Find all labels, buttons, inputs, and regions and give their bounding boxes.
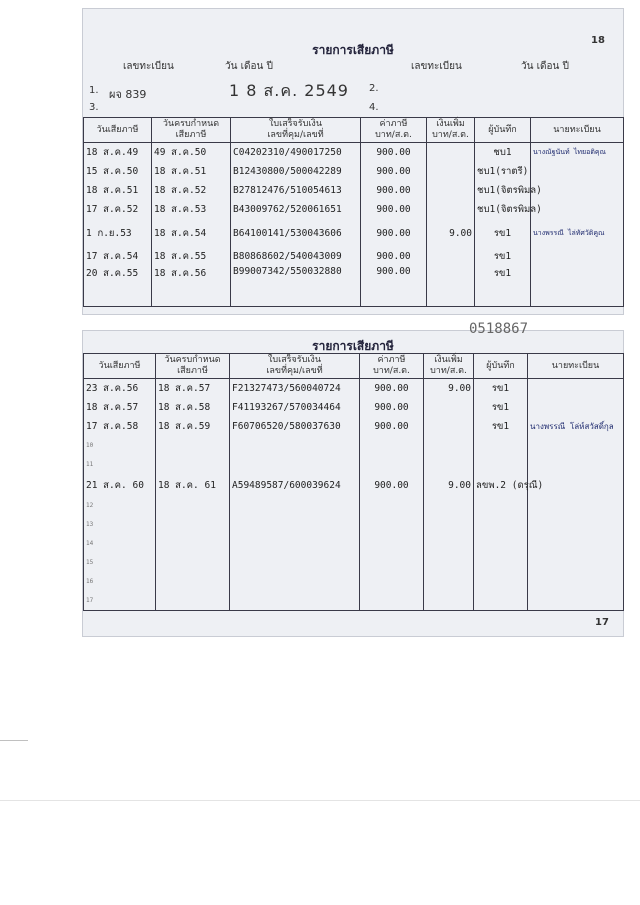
table-row	[84, 515, 624, 534]
cell-paid: 17 ส.ค.52	[84, 200, 152, 219]
cell-recorder: ชบ1(ราตรี)	[475, 162, 531, 181]
cell-tax: 900.00	[360, 379, 424, 399]
page-number: 17	[595, 617, 609, 628]
table-row	[84, 553, 624, 572]
cell-registrar	[528, 398, 624, 417]
col-paid-date: วันเสียภาษี	[84, 118, 152, 143]
col-fine: เงินเพิ่ม บาท/ส.ต.	[427, 118, 475, 143]
cell-empty	[360, 515, 424, 534]
cell-paid: 18 ส.ค.57	[84, 398, 156, 417]
cell-rownum: 16	[84, 572, 156, 591]
cell-empty	[474, 572, 528, 591]
col-registrar: นายทะเบียน	[528, 354, 624, 379]
cell-tax: 900.00	[361, 219, 427, 247]
cell-recorder: รข1	[475, 247, 531, 266]
cell-empty	[230, 534, 360, 553]
scan-artifact-line	[0, 740, 28, 741]
cell-due: 18 ส.ค.52	[152, 181, 231, 200]
cell-recorder: ชบ1	[475, 143, 531, 163]
table-header-row	[84, 118, 624, 143]
cell-paid: 18 ส.ค.51	[84, 181, 152, 200]
cell-empty	[424, 455, 474, 474]
cell-fine	[427, 143, 475, 163]
tax-table-top	[83, 117, 624, 307]
cell-tax: 900.00	[361, 200, 427, 219]
cell-paid: 18 ส.ค.49	[84, 143, 152, 163]
cell-empty	[424, 572, 474, 591]
cell-fine	[427, 266, 475, 306]
cell-empty	[360, 534, 424, 553]
col-receipt: ใบเสร็จรับเงิน เลขที่คุม/เลขที่	[231, 118, 361, 143]
cell-empty	[360, 553, 424, 572]
cell-rownum: 10	[84, 436, 156, 455]
table-row	[84, 436, 624, 455]
cell-empty	[424, 436, 474, 455]
cell-empty	[474, 496, 528, 515]
cell-tax: 900.00	[361, 162, 427, 181]
cell-empty	[528, 515, 624, 534]
cell-due: 18 ส.ค.55	[152, 247, 231, 266]
cell-empty	[474, 455, 528, 474]
cell-receipt: B12430800/500042289	[231, 162, 361, 181]
cell-receipt: C04202310/490017250	[231, 143, 361, 163]
page-number: 18	[591, 35, 605, 46]
cell-empty	[360, 496, 424, 515]
reg-date-label-left: วัน เดือน ปี	[225, 61, 273, 72]
cell-empty	[424, 496, 474, 515]
cell-recorder: รข1	[475, 219, 531, 247]
cell-empty	[360, 436, 424, 455]
table-row	[84, 379, 624, 399]
cell-registrar	[531, 162, 624, 181]
reg-num-3: 3.	[89, 102, 99, 113]
cell-empty	[474, 553, 528, 572]
table-row	[84, 572, 624, 591]
cell-empty	[230, 496, 360, 515]
cell-rownum: 11	[84, 455, 156, 474]
cell-tax: 900.00	[361, 143, 427, 163]
table-row	[84, 219, 624, 247]
cell-recorder: ชบ1(จิตรพิมล)	[475, 181, 531, 200]
cell-registrar	[531, 181, 624, 200]
cell-due: 18 ส.ค.51	[152, 162, 231, 181]
cell-paid: 15 ส.ค.50	[84, 162, 152, 181]
table-row	[84, 200, 624, 219]
cell-receipt: F41193267/570034464	[230, 398, 360, 417]
cell-registrar	[531, 266, 624, 306]
cell-paid: 20 ส.ค.55	[84, 266, 152, 306]
col-due-date: วันครบกำหนด เสียภาษี	[152, 118, 231, 143]
cell-empty	[156, 534, 230, 553]
reg-label-right: เลขทะเบียน	[411, 61, 462, 72]
cell-empty	[528, 572, 624, 591]
cell-rownum: 12	[84, 496, 156, 515]
table-row	[84, 398, 624, 417]
table-row	[84, 266, 624, 306]
table-row	[84, 417, 624, 436]
cell-due: 18 ส.ค.58	[156, 398, 230, 417]
cell-tax: 900.00	[360, 398, 424, 417]
cell-paid: 23 ส.ค.56	[84, 379, 156, 399]
cell-empty	[528, 455, 624, 474]
cell-empty	[156, 455, 230, 474]
cell-empty	[230, 436, 360, 455]
cell-tax: 900.00	[360, 474, 424, 496]
cell-due: 18 ส.ค. 61	[156, 474, 230, 496]
cell-paid: 17 ส.ค.54	[84, 247, 152, 266]
cell-empty	[474, 534, 528, 553]
cell-due: 49 ส.ค.50	[152, 143, 231, 163]
cell-fine: 9.00	[424, 474, 474, 496]
cell-empty	[156, 572, 230, 591]
cell-recorder: รข1	[474, 417, 528, 436]
cell-recorder: รข1	[475, 266, 531, 306]
cell-recorder: รข1	[474, 379, 528, 399]
cell-due: 18 ส.ค.53	[152, 200, 231, 219]
cell-empty	[360, 572, 424, 591]
table-row	[84, 455, 624, 474]
col-tax: ค่าภาษี บาท/ส.ต.	[361, 118, 427, 143]
cell-fine	[427, 247, 475, 266]
serial-stamp: 0518867	[469, 321, 529, 337]
cell-receipt: B80868602/540043009	[231, 247, 361, 266]
cell-empty	[230, 515, 360, 534]
reg-num-2: 2.	[369, 83, 379, 94]
cell-empty	[156, 591, 230, 611]
cell-tax: 900.00	[360, 417, 424, 436]
cell-recorder: รข1	[474, 398, 528, 417]
col-due-date: วันครบกำหนด เสียภาษี	[156, 354, 230, 379]
cell-empty	[474, 591, 528, 611]
cell-paid: 1 ก.ย.53	[84, 219, 152, 247]
cell-rownum: 15	[84, 553, 156, 572]
cell-fine	[427, 162, 475, 181]
cell-fine	[427, 200, 475, 219]
cell-registrar: นางณัฐนันท์ ไทยอติคุณ	[531, 143, 624, 163]
cell-receipt: A59489587/600039624	[230, 474, 360, 496]
cell-fine	[424, 398, 474, 417]
scan-artifact-line	[0, 800, 640, 801]
reg-date-1: 1 8 ส.ค. 2549	[229, 81, 349, 100]
cell-rownum: 14	[84, 534, 156, 553]
reg-num-1: 1.	[89, 85, 99, 96]
table-row	[84, 496, 624, 515]
cell-fine	[427, 181, 475, 200]
cell-recorder: ลขพ.2 (ดรุณี)	[474, 474, 528, 496]
cell-due: 18 ส.ค.59	[156, 417, 230, 436]
cell-empty	[424, 591, 474, 611]
cell-paid: 21 ส.ค. 60	[84, 474, 156, 496]
cell-paid: 17 ส.ค.58	[84, 417, 156, 436]
col-receipt: ใบเสร็จรับเงิน เลขที่คุม/เลขที่	[230, 354, 360, 379]
cell-empty	[474, 515, 528, 534]
cell-receipt: B64100141/530043606	[231, 219, 361, 247]
cell-receipt: F21327473/560040724	[230, 379, 360, 399]
reg-date-label-right: วัน เดือน ปี	[521, 61, 569, 72]
table-row	[84, 162, 624, 181]
sheet-title: รายการเสียภาษี	[312, 43, 394, 57]
cell-receipt: B99007342/550032880	[231, 266, 361, 306]
reg-label-left: เลขทะเบียน	[123, 61, 174, 72]
cell-empty	[528, 436, 624, 455]
cell-due: 18 ส.ค.54	[152, 219, 231, 247]
cell-recorder: ชบ1(จิตรพิมล)	[475, 200, 531, 219]
col-recorder: ผู้บันทึก	[474, 354, 528, 379]
sheet-title: รายการเสียภาษี	[312, 339, 394, 353]
cell-empty	[156, 436, 230, 455]
cell-empty	[230, 553, 360, 572]
table-row	[84, 534, 624, 553]
cell-fine: 9.00	[427, 219, 475, 247]
cell-empty	[156, 515, 230, 534]
table-row	[84, 591, 624, 611]
cell-empty	[424, 553, 474, 572]
cell-rownum: 17	[84, 591, 156, 611]
cell-empty	[528, 534, 624, 553]
cell-fine	[424, 417, 474, 436]
table-row	[84, 143, 624, 163]
cell-receipt: F60706520/580037630	[230, 417, 360, 436]
cell-empty	[360, 455, 424, 474]
cell-rownum: 13	[84, 515, 156, 534]
table-row	[84, 181, 624, 200]
cell-empty	[230, 572, 360, 591]
cell-empty	[360, 591, 424, 611]
col-recorder: ผู้บันทึก	[475, 118, 531, 143]
tax-table-bottom	[83, 353, 624, 611]
cell-empty	[424, 515, 474, 534]
cell-receipt: B27812476/510054613	[231, 181, 361, 200]
cell-empty	[424, 534, 474, 553]
cell-empty	[230, 455, 360, 474]
cell-due: 18 ส.ค.57	[156, 379, 230, 399]
cell-registrar	[531, 247, 624, 266]
cell-registrar: นางพรรณี โล่ห์สวัสดิ์กุล	[528, 417, 624, 436]
tax-sheet-page-18	[82, 8, 624, 315]
cell-tax: 900.00	[361, 247, 427, 266]
cell-tax: 900.00	[361, 266, 427, 306]
reg-plate-1: ผจ 839	[109, 88, 147, 101]
cell-fine: 9.00	[424, 379, 474, 399]
cell-empty	[528, 553, 624, 572]
cell-empty	[528, 591, 624, 611]
cell-empty	[156, 553, 230, 572]
cell-registrar	[528, 379, 624, 399]
table-row	[84, 474, 624, 496]
col-registrar: นายทะเบียน	[531, 118, 624, 143]
col-paid-date: วันเสียภาษี	[84, 354, 156, 379]
cell-due: 18 ส.ค.56	[152, 266, 231, 306]
tax-sheet-page-17	[82, 321, 624, 637]
cell-empty	[230, 591, 360, 611]
col-tax: ค่าภาษี บาท/ส.ต.	[360, 354, 424, 379]
cell-registrar: นางพรรณี ไล่ทัศวัติคูณ	[531, 219, 624, 247]
cell-empty	[474, 436, 528, 455]
cell-tax: 900.00	[361, 181, 427, 200]
table-header-row	[84, 354, 624, 379]
cell-receipt: B43009762/520061651	[231, 200, 361, 219]
reg-num-4: 4.	[369, 102, 379, 113]
cell-registrar	[531, 200, 624, 219]
table-row	[84, 247, 624, 266]
col-fine: เงินเพิ่ม บาท/ส.ต.	[424, 354, 474, 379]
cell-empty	[528, 496, 624, 515]
cell-empty	[156, 496, 230, 515]
